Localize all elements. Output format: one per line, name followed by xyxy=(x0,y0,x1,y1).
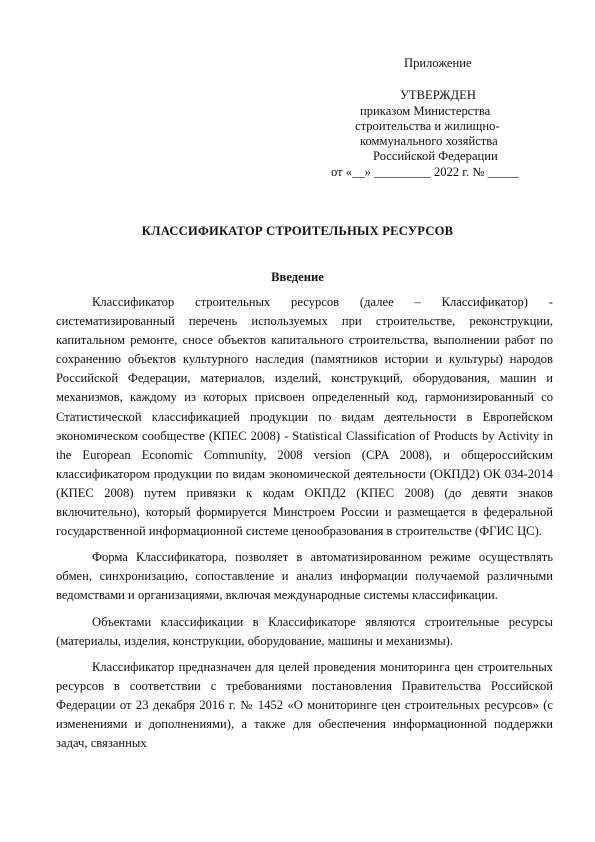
order-line: строительства и жилищно- xyxy=(355,118,500,133)
order-date-line: от «__» _________ 2022 г. № _____ xyxy=(331,164,519,179)
order-line: Российской Федерации xyxy=(373,149,498,164)
body-paragraph: Объектами классификации в Классификаторе являются строительные ресурсы (материалы, изделия, конструкции, оборудование, машины и механизмы). xyxy=(56,614,553,648)
body-paragraph: Классификатор строительных ресурсов (далее – Классификатор) - систематизированный перечень используемых при строительстве, реконструкции, капитальном ремонте, сносе объектов капитального строительства, выполнении работ по сохранению объектов культурного наследия (памятников истории и культуры) народов Российской Федерации, материалов, изделий, конструкций, оборудования, машин и механизмов, каждому из которых присвоен определенный код, гармонизированный со Статистической классификацией продукции по видам деятельности в Европейском экономическом сообществе (КПЕС 2008) - Statistical Classification of Products by Activity in the European Economic Community, 2008 version (CPA 2008), и общероссийским классификатором продукции по видам экономической деятельности (ОКПД2) ОК 034-2014 (КПЕС 2008) путем привязки к кодам ОКПД2 (КПЕС 2008) (до девяти знаков включительно), который формируется Минстроем России и размещается в федеральной государственной информационной системе ценообразования в строительстве (ФГИС ЦС). xyxy=(56,295,553,539)
appendix-label: Приложение xyxy=(404,56,472,70)
approved-label: УТВЕРЖДЕН xyxy=(400,88,476,103)
approval-stamp-block xyxy=(300,56,550,180)
order-line: коммунального хозяйства xyxy=(360,134,498,149)
document-body xyxy=(56,293,553,760)
body-paragraph: Классификатор предназначен для целей проведения мониторинга цен строительных ресурсов в соответствии с требованиями постановления Правительства Российской Федерации от 23 декабря 2016 г. № 1452 «О мониторинге цен строительных ресурсов» (с изменениями и дополнениями), а также для обеспечения информационной поддержки задач, связанных xyxy=(56,659,553,751)
body-paragraph: Форма Классификатора, позволяет в автоматизированном режиме осуществлять обмен, синхронизацию, сопоставление и анализ информации получаемой различными ведомствами и организациями, включая международные системы классификации. xyxy=(56,550,553,603)
order-line: приказом Министерства xyxy=(360,103,491,118)
document-title: КЛАССИФИКАТОР СТРОИТЕЛЬНЫХ РЕСУРСОВ xyxy=(141,224,454,238)
section-title: Введение xyxy=(271,270,324,284)
